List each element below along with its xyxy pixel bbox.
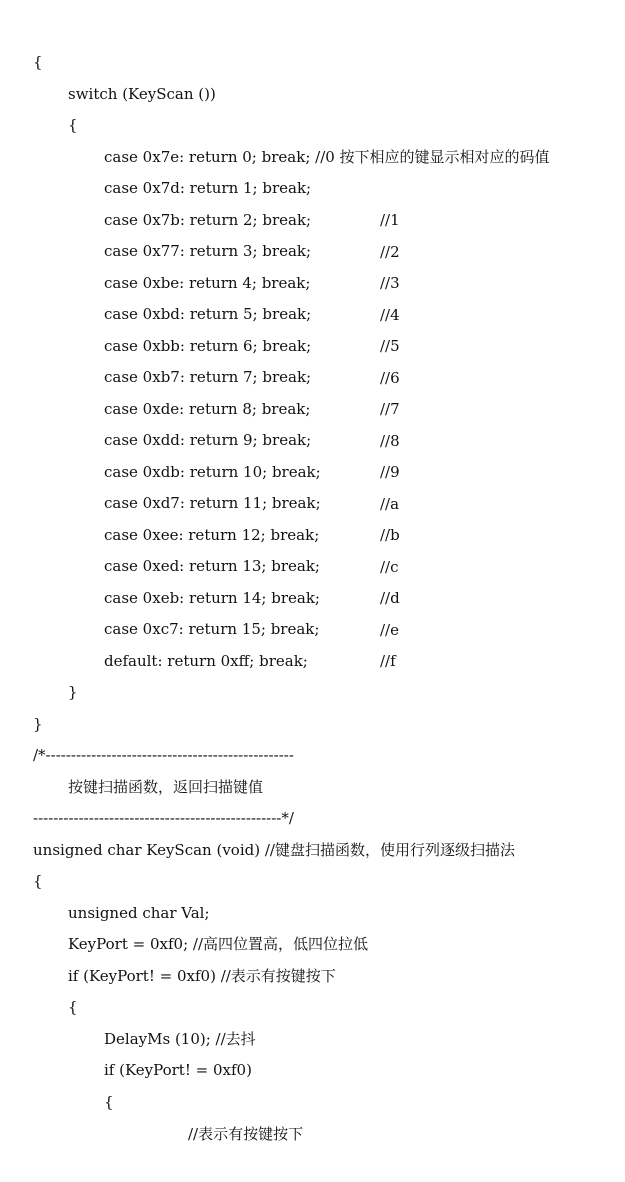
code-line bbox=[0, 802, 515, 859]
code-line bbox=[0, 14, 43, 71]
code-line bbox=[0, 707, 294, 764]
code-comment: //b bbox=[380, 526, 400, 544]
code-text: { bbox=[33, 53, 43, 71]
code-comment: //d bbox=[380, 589, 400, 607]
code-text: unsigned char KeyScan (void) //键盘扫描函数，使用行列逐级扫描法 bbox=[33, 841, 515, 859]
code-comment: //9 bbox=[380, 463, 400, 481]
code-text: default: return 0xff; break; bbox=[104, 652, 308, 670]
code-text: case 0x77: return 3; break; bbox=[104, 242, 312, 260]
code-text: { bbox=[68, 998, 78, 1016]
code-text: switch (KeyScan ()) bbox=[68, 85, 216, 103]
code-comment: //1 bbox=[380, 211, 400, 229]
code-line bbox=[0, 46, 216, 103]
code-line bbox=[0, 644, 78, 701]
code-line bbox=[0, 109, 550, 166]
code-line bbox=[0, 77, 78, 134]
code-line bbox=[0, 959, 78, 1016]
code-text: case 0xbe: return 4; break; bbox=[104, 274, 311, 292]
code-text: DelayMs (10); //去抖 bbox=[104, 1030, 256, 1048]
code-comment: //2 bbox=[380, 243, 400, 261]
code-line bbox=[0, 676, 43, 733]
code-text: } bbox=[68, 683, 78, 701]
code-text: case 0xbb: return 6; break; bbox=[104, 337, 312, 355]
code-text: case 0x7e: return 0; break; //0 按下相应的键显示相对应的码值 bbox=[104, 148, 550, 166]
code-text: if (KeyPort! = 0xf0) bbox=[104, 1061, 252, 1079]
code-text: case 0xbd: return 5; break; bbox=[104, 305, 312, 323]
code-comment: //8 bbox=[380, 432, 400, 450]
code-text: case 0xdb: return 10; break; bbox=[104, 463, 321, 481]
code-text: case 0xb7: return 7; break; bbox=[104, 368, 312, 386]
code-text: /*------------------------------------------------- bbox=[33, 746, 294, 764]
code-comment: //3 bbox=[380, 274, 400, 292]
code-comment: //4 bbox=[380, 306, 400, 324]
code-line bbox=[0, 739, 264, 796]
code-comment: //7 bbox=[380, 400, 400, 418]
code-line bbox=[0, 833, 43, 890]
code-comment: //f bbox=[380, 652, 396, 670]
code-comment: //表示有按键按下 bbox=[188, 1125, 304, 1143]
code-text: { bbox=[104, 1093, 114, 1111]
code-text: case 0xdd: return 9; break; bbox=[104, 431, 312, 449]
code-text: { bbox=[68, 116, 78, 134]
code-text: KeyPort = 0xf0; //高四位置高，低四位拉低 bbox=[68, 935, 369, 953]
code-text: -------------------------------------------------*/ bbox=[33, 809, 294, 827]
code-text: } bbox=[33, 715, 43, 733]
code-text: { bbox=[33, 872, 43, 890]
code-text: 按键扫描函数，返回扫描键值 bbox=[68, 778, 264, 796]
code-text: case 0x7d: return 1; break; bbox=[104, 179, 312, 197]
code-text: case 0xc7: return 15; break; bbox=[104, 620, 320, 638]
code-text: case 0x7b: return 2; break; bbox=[104, 211, 312, 229]
code-comment: //6 bbox=[380, 369, 400, 387]
code-text: case 0xeb: return 14; break; bbox=[104, 589, 320, 607]
code-comment: //c bbox=[380, 558, 399, 576]
code-text: case 0xed: return 13; break; bbox=[104, 557, 320, 575]
code-line bbox=[0, 991, 256, 1048]
code-line bbox=[0, 865, 210, 922]
code-comment: //a bbox=[380, 495, 400, 513]
code-text: if (KeyPort! = 0xf0) //表示有按键按下 bbox=[68, 967, 336, 985]
code-comment: //e bbox=[380, 621, 399, 639]
code-text: case 0xd7: return 11; break; bbox=[104, 494, 321, 512]
code-text: unsigned char Val; bbox=[68, 904, 210, 922]
code-text: case 0xee: return 12; break; bbox=[104, 526, 320, 544]
code-text: case 0xde: return 8; break; bbox=[104, 400, 311, 418]
code-comment: //5 bbox=[380, 337, 400, 355]
